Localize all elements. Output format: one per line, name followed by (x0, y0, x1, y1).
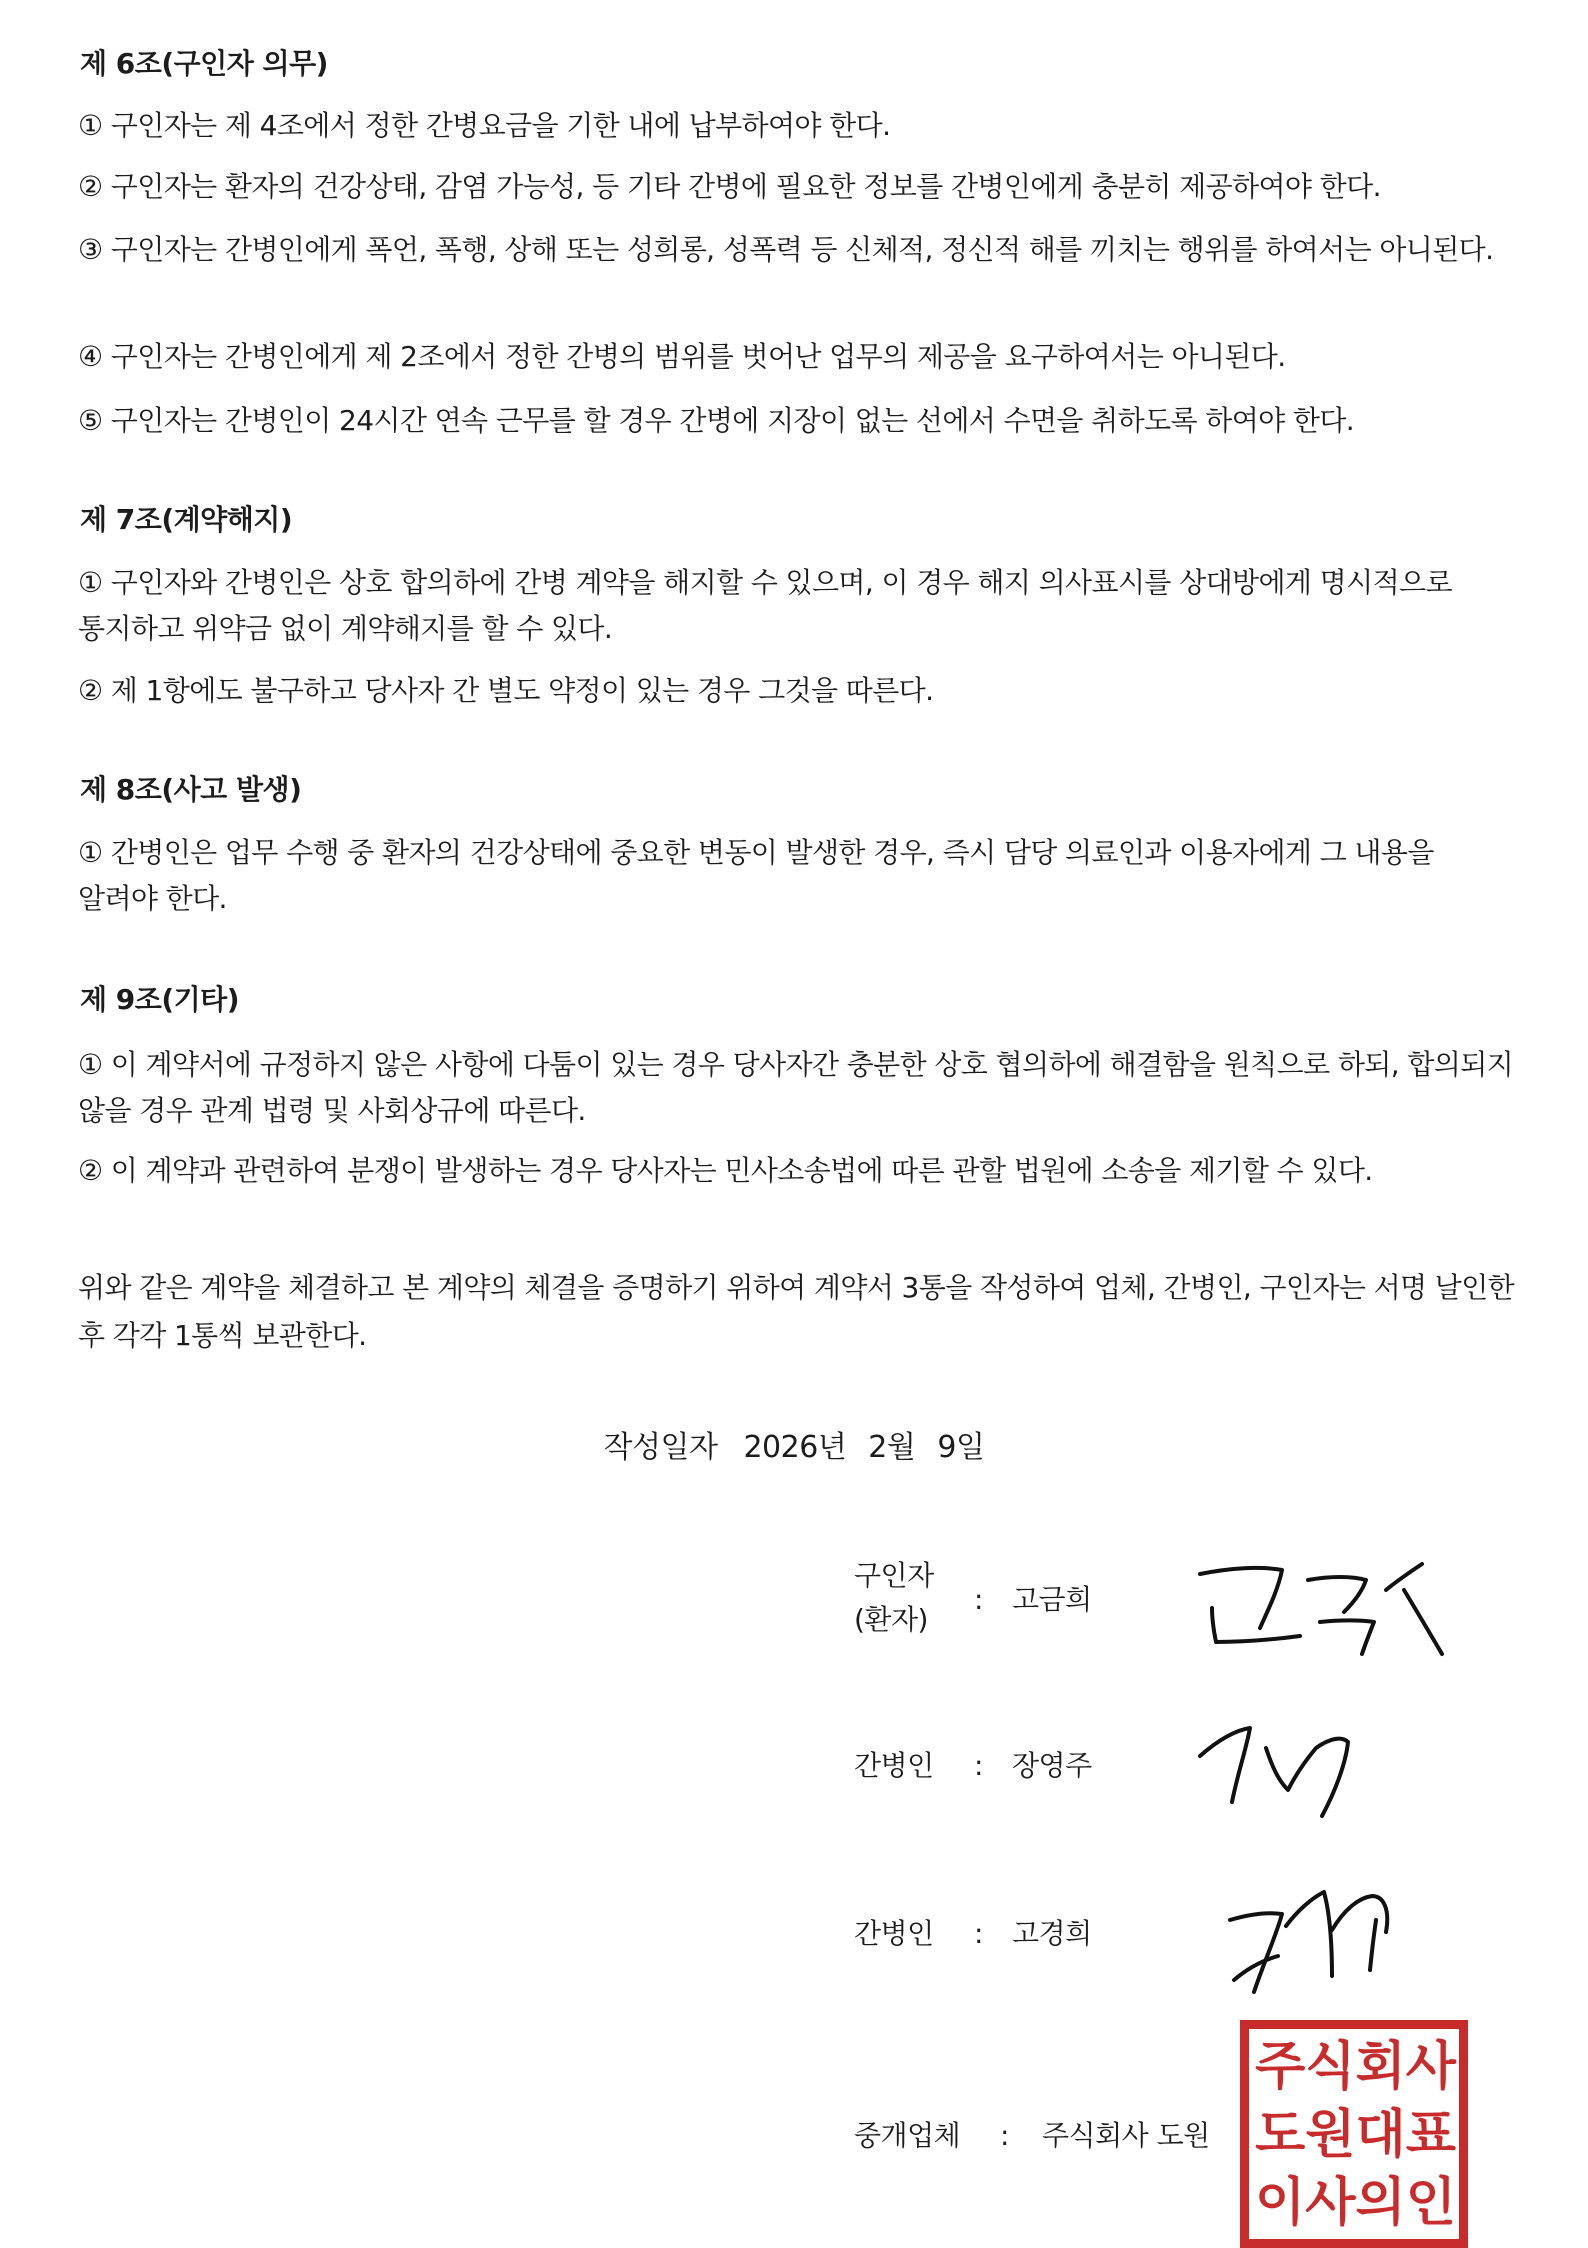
date-year: 2026년 (743, 1430, 847, 1465)
seal-character: 인 (1405, 2173, 1456, 2233)
signatory-caregiver1-colon: : (974, 1749, 984, 1782)
date-month: 2월 (868, 1430, 916, 1465)
signatory-agency-colon: : (1000, 2119, 1010, 2152)
article-6-item-2: ② 구인자는 환자의 건강상태, 감염 가능성, 등 기타 간병에 필요한 정보를 간병인에게 충분히 제공하여야 한다. (78, 170, 1381, 203)
article-7-item-2: ② 제 1항에도 불구하고 당사자 간 별도 약정이 있는 경우 그것을 따른다. (78, 674, 934, 707)
client-signature (1190, 1550, 1460, 1670)
article-7-heading: 제 7조(계약해지) (80, 503, 293, 536)
seal-character: 이 (1255, 2173, 1306, 2233)
signatory-agency-name: 주식회사 도원 (1042, 2119, 1210, 2152)
signatory-caregiver1-name: 장영주 (1012, 1749, 1092, 1782)
seal-character: 도 (1255, 2105, 1306, 2165)
seal-character: 주 (1255, 2037, 1306, 2097)
caregiver1-signature (1196, 1710, 1366, 1820)
seal-character: 사 (1305, 2173, 1356, 2233)
signatory-caregiver2-colon: : (974, 1917, 984, 1950)
signatory-client-role: 구인자 (854, 1559, 934, 1592)
article-8-heading: 제 8조(사고 발생) (80, 773, 302, 806)
article-6-item-5: ⑤ 구인자는 간병인이 24시간 연속 근무를 할 경우 간병에 지장이 없는 선에서 수면을 취하도록 하여야 한다. (78, 404, 1355, 437)
article-6-heading: 제 6조(구인자 의무) (80, 47, 328, 80)
article-9-item-2: ② 이 계약과 관련하여 분쟁이 발생하는 경우 당사자는 민사소송법에 따른 관할 법원에 소송을 제기할 수 있다. (78, 1154, 1373, 1187)
seal-character: 식 (1305, 2037, 1356, 2097)
seal-character: 원 (1305, 2105, 1356, 2165)
article-9-heading: 제 9조(기타) (80, 983, 240, 1016)
seal-character: 회 (1355, 2037, 1406, 2097)
signatory-client-colon: : (974, 1583, 984, 1616)
signatory-client-role-sub: (환자) (854, 1603, 928, 1636)
article-6-item-1: ① 구인자는 제 4조에서 정한 간병요금을 기한 내에 납부하여야 한다. (78, 109, 891, 142)
signatory-caregiver2-role: 간병인 (854, 1917, 934, 1950)
signatory-caregiver2-name: 고경희 (1012, 1917, 1092, 1950)
article-9-item-1: ① 이 계약서에 규정하지 않은 사항에 다툼이 있는 경우 당사자간 충분한 상호 협의하에 해결함을 원칙으로 하되, 합의되지 않을 경우 관계 법령 및 사회상규에 따른다. (78, 1048, 1514, 1127)
signatory-client-name: 고금희 (1012, 1583, 1092, 1616)
signatory-agency-role: 중개업체 (854, 2119, 961, 2152)
date-line (0, 1422, 1588, 1466)
seal-characters (1255, 2033, 1456, 2235)
date-label: 작성일자 (603, 1430, 718, 1465)
seal-character: 의 (1355, 2173, 1406, 2233)
seal-character: 표 (1405, 2105, 1456, 2165)
caregiver2-signature (1220, 1870, 1440, 2010)
closing-paragraph: 위와 같은 계약을 체결하고 본 계약의 체결을 증명하기 위하여 계약서 3통을 작성하여 업체, 간병인, 구인자는 서명 날인한 후 각각 1통씩 보관한다. (78, 1271, 1515, 1352)
article-6-item-3: ③ 구인자는 간병인에게 폭언, 폭행, 상해 또는 성희롱, 성폭력 등 신체적, 정신적 해를 끼치는 행위를 하여서는 아니된다. (78, 233, 1494, 266)
article-6-item-4: ④ 구인자는 간병인에게 제 2조에서 정한 간병의 범위를 벗어난 업무의 제공을 요구하여서는 아니된다. (78, 340, 1286, 373)
signatory-caregiver1-role: 간병인 (854, 1749, 934, 1782)
article-8-item-1: ① 간병인은 업무 수행 중 환자의 건강상태에 중요한 변동이 발생한 경우, 즉시 담당 의료인과 이용자에게 그 내용을 알려야 한다. (78, 836, 1434, 915)
company-seal-stamp (1240, 2020, 1468, 2248)
seal-character: 사 (1405, 2037, 1456, 2097)
article-7-item-1: ① 구인자와 간병인은 상호 합의하에 간병 계약을 해지할 수 있으며, 이 경우 해지 의사표시를 상대방에게 명시적으로 통지하고 위약금 없이 계약해지를 할 수 있다. (78, 566, 1452, 645)
seal-character: 대 (1355, 2105, 1406, 2165)
date-day: 9일 (937, 1430, 985, 1465)
